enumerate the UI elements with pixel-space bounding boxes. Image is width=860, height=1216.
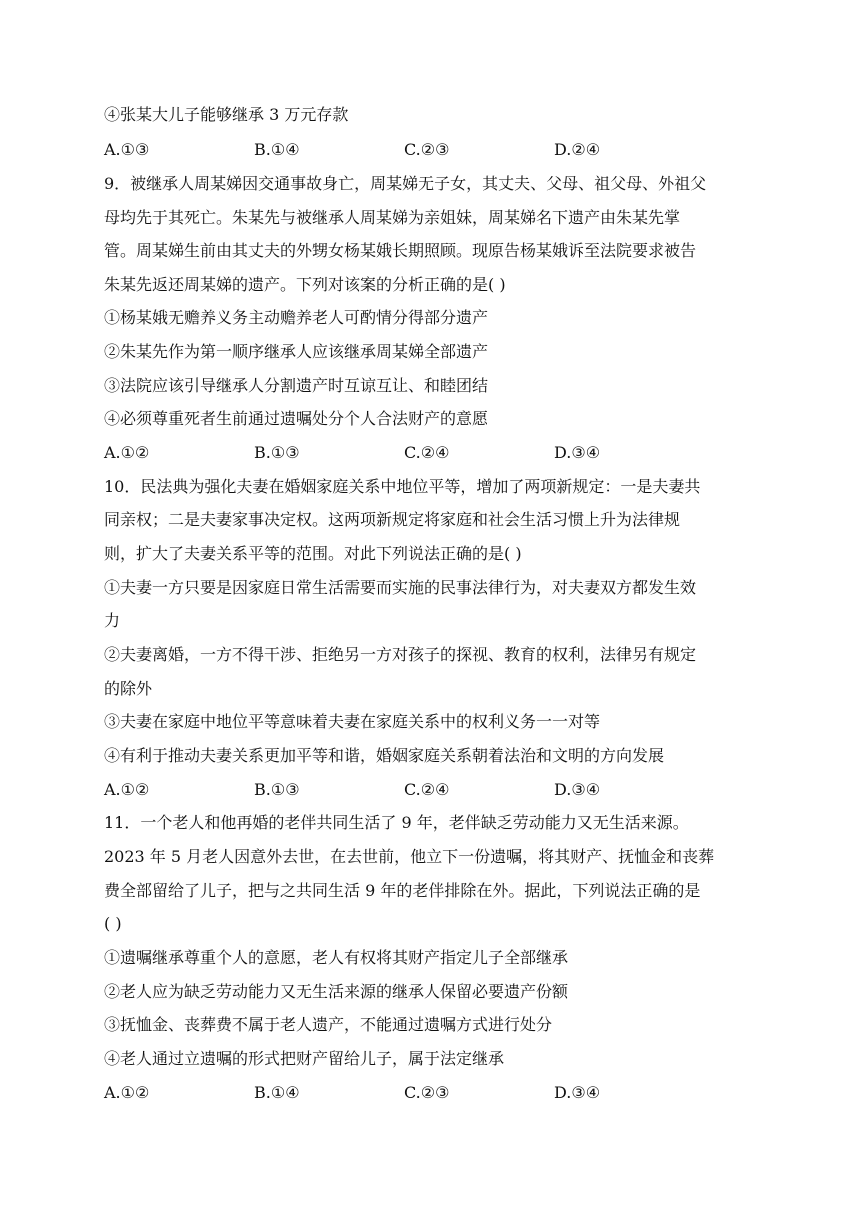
q9-item: ④必须尊重死者生前通过遗嘱处分个人合法财产的意愿 [104,409,489,428]
option-c: C.②④ [404,443,450,462]
q11-stem-line: 费全部留给了儿子，把与之共同生活 9 年的老伴排除在外。据此，下列说法正确的是 [104,881,701,900]
q11-stem-line: ( ) [104,914,122,933]
q11-stem-line: 2023 年 5 月老人因意外去世，在去世前，他立下一份遗嘱，将其财产、抚恤金和丧葬 [104,847,715,866]
q10-item: ③夫妻在家庭中地位平等意味着夫妻在家庭关系中的权利义务一一对等 [104,712,601,731]
option-b: B.①③ [254,780,300,799]
q9-stem-line: 母均先于其死亡。朱某先与被继承人周某娣为亲姐妹，周某娣名下遗产由朱某先掌 [104,208,681,227]
option-a: A.①② [104,780,150,799]
q10-item-continued: 力 [104,611,121,630]
option-d: D.③④ [554,780,601,799]
option-a: A.①③ [104,140,150,159]
q9-stem-line: 朱某先返还周某娣的遗产。下列对该案的分析正确的是( ) [104,275,506,294]
q10-item: ①夫妻一方只要是因家庭日常生活需要而实施的民事法律行为，对夫妻双方都发生效 [104,578,697,597]
option-c: C.②④ [404,780,450,799]
q9-item: ①杨某娥无赡养义务主动赡养老人可酌情分得部分遗产 [104,308,489,327]
option-c: C.②③ [404,1083,450,1102]
option-a: A.①② [104,1083,150,1102]
q10-item-continued: 的除外 [104,679,153,698]
q9-item: ②朱某先作为第一顺序继承人应该继承周某娣全部遗产 [104,342,489,361]
q9-item: ③法院应该引导继承人分割遗产时互谅互让、和睦团结 [104,376,489,395]
option-b: B.①④ [254,140,300,159]
q9-stem-line: 管。周某娣生前由其丈夫的外甥女杨某娥长期照顾。现原告杨某娥诉至法院要求被告 [104,241,697,260]
q11-stem-line: 11．一个老人和他再婚的老伴共同生活了 9 年，老伴缺乏劳动能力又无生活来源。 [104,813,689,832]
q11-item: ②老人应为缺乏劳动能力又无生活来源的继承人保留必要遗产份额 [104,982,569,1001]
option-d: D.②④ [554,140,601,159]
q10-stem-line: 则，扩大了夫妻关系平等的范围。对此下列说法正确的是( ) [104,544,522,563]
option-c: C.②③ [404,140,450,159]
q11-item: ④老人通过立遗嘱的形式把财产留给儿子，属于法定继承 [104,1049,505,1068]
option-b: B.①③ [254,443,300,462]
option-d: D.③④ [554,1083,601,1102]
q11-item: ①遗嘱继承尊重个人的意愿，老人有权将其财产指定儿子全部继承 [104,948,569,967]
q10-item: ②夫妻离婚，一方不得干涉、拒绝另一方对孩子的探视、教育的权利，法律另有规定 [104,645,697,664]
q9-stem-line: 9．被继承人周某娣因交通事故身亡，周某娣无子女，其丈夫、父母、祖父母、外祖父 [104,174,707,193]
option-a: A.①② [104,443,150,462]
q10-item: ④有利于推动夫妻关系更加平等和谐，婚姻家庭关系朝着法治和文明的方向发展 [104,746,665,765]
option-d: D.③④ [554,443,601,462]
q11-item: ③抚恤金、丧葬费不属于老人遗产，不能通过遗嘱方式进行处分 [104,1015,553,1034]
option-b: B.①④ [254,1083,300,1102]
q10-stem-line: 10．民法典为强化夫妻在婚姻家庭关系中地位平等，增加了两项新规定：一是夫妻共 [104,477,701,496]
q10-stem-line: 同亲权；二是夫妻家事决定权。这两项新规定将家庭和社会生活习惯上升为法律规 [104,510,681,529]
prev-question-item: ④张某大儿子能够继承 3 万元存款 [104,105,349,124]
